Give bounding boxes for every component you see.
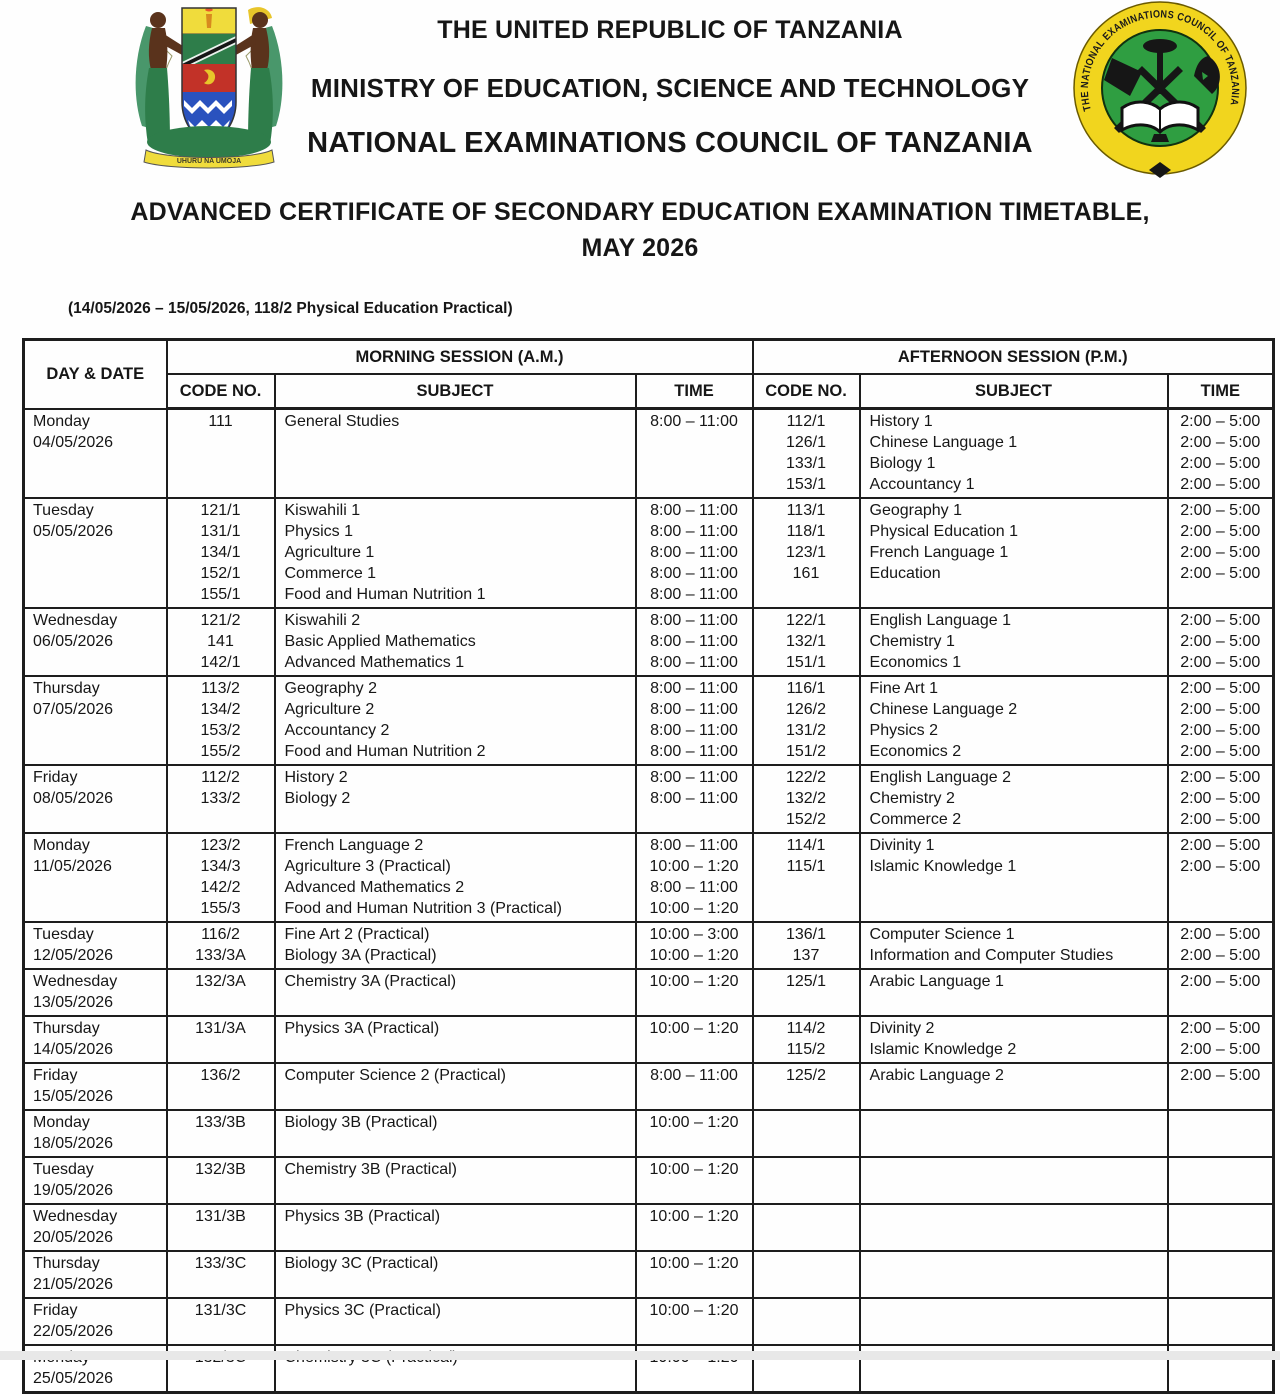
pm-code-cell: 125/2 (753, 1063, 860, 1110)
table-row (24, 1204, 1274, 1251)
day-date-cell: Monday 04/05/2026 (24, 409, 167, 499)
header-morning-session: MORNING SESSION (A.M.) (167, 340, 753, 375)
pm-time-cell: 2:00 – 5:00 2:00 – 5:00 2:00 – 5:00 2:00 – 5:00 (1168, 498, 1274, 608)
am-code-cell: 132/3B (167, 1157, 275, 1204)
day-date-cell: Tuesday 19/05/2026 (24, 1157, 167, 1204)
pm-code-cell (753, 1298, 860, 1345)
pm-subject-cell (860, 1157, 1168, 1204)
am-time-cell: 8:00 – 11:00 8:00 – 11:00 (636, 765, 753, 833)
pm-code-cell (753, 1204, 860, 1251)
am-code-cell: 136/2 (167, 1063, 275, 1110)
am-code-cell: 133/3B (167, 1110, 275, 1157)
pm-code-cell (753, 1157, 860, 1204)
header-afternoon-session: AFTERNOON SESSION (P.M.) (753, 340, 1274, 375)
am-subject-cell: Biology 3B (Practical) (275, 1110, 636, 1157)
pm-time-cell: 2:00 – 5:00 (1168, 1063, 1274, 1110)
table-row (24, 765, 1274, 833)
am-time-cell: 8:00 – 11:00 8:00 – 11:00 8:00 – 11:00 8:00 – 11:00 8:00 – 11:00 (636, 498, 753, 608)
pm-time-cell: 2:00 – 5:00 2:00 – 5:00 2:00 – 5:00 (1168, 765, 1274, 833)
am-code-cell: 111 (167, 409, 275, 499)
document-title (40, 194, 1240, 266)
am-code-cell: 121/2 141 142/1 (167, 608, 275, 676)
am-subject-cell: French Language 2 Agriculture 3 (Practical) Advanced Mathematics 2 Food and Human Nutrition 3 (Practical) (275, 833, 636, 922)
pm-subject-cell (860, 1298, 1168, 1345)
am-subject-cell: Physics 3A (Practical) (275, 1016, 636, 1063)
pm-time-cell (1168, 1157, 1274, 1204)
pm-time-cell: 2:00 – 5:00 (1168, 969, 1274, 1016)
table-row (24, 1016, 1274, 1063)
am-time-cell: 8:00 – 11:00 8:00 – 11:00 8:00 – 11:00 (636, 608, 753, 676)
table-row (24, 1157, 1274, 1204)
pm-subject-cell: Fine Art 1 Chinese Language 2 Physics 2 Economics 2 (860, 676, 1168, 765)
pm-time-cell (1168, 1204, 1274, 1251)
table-row (24, 969, 1274, 1016)
am-time-cell: 8:00 – 11:00 10:00 – 1:20 8:00 – 11:00 10:00 – 1:20 (636, 833, 753, 922)
am-time-cell: 10:00 – 3:00 10:00 – 1:20 (636, 922, 753, 969)
am-subject-cell: Chemistry 3A (Practical) (275, 969, 636, 1016)
pm-code-cell: 122/1 132/1 151/1 (753, 608, 860, 676)
header-pm-time: TIME (1168, 374, 1274, 409)
am-code-cell: 123/2 134/3 142/2 155/3 (167, 833, 275, 922)
am-time-cell: 10:00 – 1:20 (636, 1157, 753, 1204)
table-row (24, 498, 1274, 608)
am-subject-cell: Physics 3B (Practical) (275, 1204, 636, 1251)
am-subject-cell: General Studies (275, 409, 636, 499)
table-row (24, 608, 1274, 676)
am-code-cell: 131/3C (167, 1298, 275, 1345)
table-row (24, 1110, 1274, 1157)
am-time-cell: 8:00 – 11:00 (636, 1063, 753, 1110)
am-time-cell: 8:00 – 11:00 8:00 – 11:00 8:00 – 11:00 8:00 – 11:00 (636, 676, 753, 765)
pm-code-cell (753, 1110, 860, 1157)
page-bottom-strip (0, 1351, 1280, 1360)
am-subject-cell: History 2 Biology 2 (275, 765, 636, 833)
header-am-code: CODE NO. (167, 374, 275, 409)
pm-subject-cell (860, 1204, 1168, 1251)
table-row (24, 409, 1274, 499)
pm-subject-cell: English Language 2 Chemistry 2 Commerce 2 (860, 765, 1168, 833)
am-subject-cell: Kiswahili 2 Basic Applied Mathematics Advanced Mathematics 1 (275, 608, 636, 676)
am-time-cell: 10:00 – 1:20 (636, 1110, 753, 1157)
day-date-cell: Monday 18/05/2026 (24, 1110, 167, 1157)
pm-code-cell: 136/1 137 (753, 922, 860, 969)
document-title-line1: ADVANCED CERTIFICATE OF SECONDARY EDUCATION EXAMINATION TIMETABLE, (130, 198, 1150, 226)
am-code-cell: 131/3A (167, 1016, 275, 1063)
day-date-cell: Wednesday 20/05/2026 (24, 1204, 167, 1251)
pm-time-cell: 2:00 – 5:00 2:00 – 5:00 2:00 – 5:00 2:00 – 5:00 (1168, 676, 1274, 765)
day-date-cell: Thursday 07/05/2026 (24, 676, 167, 765)
header-day-date: DAY & DATE (24, 340, 167, 409)
am-time-cell: 8:00 – 11:00 (636, 409, 753, 499)
am-time-cell: 10:00 – 1:20 (636, 1298, 753, 1345)
day-date-cell: Friday 15/05/2026 (24, 1063, 167, 1110)
arms-shield (182, 8, 236, 146)
day-date-cell: Tuesday 12/05/2026 (24, 922, 167, 969)
pm-time-cell (1168, 1298, 1274, 1345)
am-code-cell: 132/3A (167, 969, 275, 1016)
day-date-cell: Thursday 14/05/2026 (24, 1016, 167, 1063)
header-ministry-line: MINISTRY OF EDUCATION, SCIENCE AND TECHNOLOGY (310, 73, 1030, 103)
table-row (24, 833, 1274, 922)
pm-subject-cell (860, 1110, 1168, 1157)
am-code-cell: 121/1 131/1 134/1 152/1 155/1 (167, 498, 275, 608)
am-time-cell: 10:00 – 1:20 (636, 1204, 753, 1251)
tanzania-coat-of-arms-logo (124, 4, 294, 170)
am-time-cell: 10:00 – 1:20 (636, 1016, 753, 1063)
am-subject-cell: Physics 3C (Practical) (275, 1298, 636, 1345)
day-date-cell: Wednesday 06/05/2026 (24, 608, 167, 676)
pm-subject-cell (860, 1251, 1168, 1298)
practical-note: (14/05/2026 – 15/05/2026, 118/2 Physical Education Practical) (68, 300, 513, 317)
pm-code-cell: 122/2 132/2 152/2 (753, 765, 860, 833)
pm-time-cell: 2:00 – 5:00 2:00 – 5:00 (1168, 833, 1274, 922)
am-time-cell: 10:00 – 1:20 (636, 1251, 753, 1298)
am-subject-cell: Geography 2 Agriculture 2 Accountancy 2 Food and Human Nutrition 2 (275, 676, 636, 765)
pm-time-cell: 2:00 – 5:00 2:00 – 5:00 2:00 – 5:00 2:00 – 5:00 (1168, 409, 1274, 499)
pm-code-cell: 116/1 126/2 131/2 151/2 (753, 676, 860, 765)
am-code-cell: 116/2 133/3A (167, 922, 275, 969)
am-time-cell: 10:00 – 1:20 (636, 969, 753, 1016)
necta-logo (1050, 0, 1270, 182)
pm-time-cell: 2:00 – 5:00 2:00 – 5:00 (1168, 922, 1274, 969)
arms-mound (147, 126, 271, 158)
pm-code-cell: 114/2 115/2 (753, 1016, 860, 1063)
table-row (24, 1251, 1274, 1298)
day-date-cell: 25/05/2026 (24, 1345, 167, 1393)
day-date-cell: Thursday 21/05/2026 (24, 1251, 167, 1298)
pm-time-cell: 2:00 – 5:00 2:00 – 5:00 (1168, 1016, 1274, 1063)
pm-time-cell (1168, 1251, 1274, 1298)
examination-timetable (22, 338, 1275, 1394)
day-date-cell: Wednesday 13/05/2026 (24, 969, 167, 1016)
table-row (24, 1063, 1274, 1110)
header-am-subject: SUBJECT (275, 374, 636, 409)
day-date-cell: Tuesday 05/05/2026 (24, 498, 167, 608)
pm-subject-cell: Divinity 2 Islamic Knowledge 2 (860, 1016, 1168, 1063)
pm-code-cell: 113/1 118/1 123/1 161 (753, 498, 860, 608)
am-subject-cell: Fine Art 2 (Practical) Biology 3A (Practical) (275, 922, 636, 969)
day-date-cell: Monday 11/05/2026 (24, 833, 167, 922)
header-text-block (290, 16, 1050, 160)
header-country-line: THE UNITED REPUBLIC OF TANZANIA (437, 16, 903, 44)
header-pm-code: CODE NO. (753, 374, 860, 409)
pm-subject-cell: English Language 1 Chemistry 1 Economics 1 (860, 608, 1168, 676)
pm-subject-cell: Arabic Language 1 (860, 969, 1168, 1016)
document-title-line2: MAY 2026 (581, 234, 699, 262)
am-subject-cell: Biology 3C (Practical) (275, 1251, 636, 1298)
table-row (24, 676, 1274, 765)
am-subject-cell: Computer Science 2 (Practical) (275, 1063, 636, 1110)
am-code-cell: 133/3C (167, 1251, 275, 1298)
pm-time-cell (1168, 1110, 1274, 1157)
pm-time-cell: 2:00 – 5:00 2:00 – 5:00 2:00 – 5:00 (1168, 608, 1274, 676)
pm-code-cell: 125/1 (753, 969, 860, 1016)
header-council-line: NATIONAL EXAMINATIONS COUNCIL OF TANZANIA (307, 127, 1033, 159)
header-pm-subject: SUBJECT (860, 374, 1168, 409)
day-date-cell: Friday 08/05/2026 (24, 765, 167, 833)
pm-subject-cell: Geography 1 Physical Education 1 French Language 1 Education (860, 498, 1168, 608)
am-code-cell: 112/2 133/2 (167, 765, 275, 833)
table-row (24, 922, 1274, 969)
arms-motto-text: UHURU NA UMOJA (176, 158, 242, 165)
pm-subject-cell: Arabic Language 2 (860, 1063, 1168, 1110)
pm-code-cell: 112/1 126/1 133/1 153/1 (753, 409, 860, 499)
pm-subject-cell: Divinity 1 Islamic Knowledge 1 (860, 833, 1168, 922)
am-code-cell: 131/3B (167, 1204, 275, 1251)
pm-code-cell: 114/1 115/1 (753, 833, 860, 922)
pm-subject-cell: Computer Science 1 Information and Computer Studies (860, 922, 1168, 969)
header-am-time: TIME (636, 374, 753, 409)
am-code-cell: 113/2 134/2 153/2 155/2 (167, 676, 275, 765)
table-row (24, 1298, 1274, 1345)
necta-ring-text: THE NATIONAL EXAMINATIONS COUNCIL OF TANZANIA (1078, 8, 1242, 113)
am-subject-cell: Kiswahili 1 Physics 1 Agriculture 1 Commerce 1 Food and Human Nutrition 1 (275, 498, 636, 608)
pm-subject-cell: History 1 Chinese Language 1 Biology 1 Accountancy 1 (860, 409, 1168, 499)
pm-code-cell (753, 1251, 860, 1298)
arms-man-figure (145, 12, 186, 144)
am-subject-cell: Chemistry 3B (Practical) (275, 1157, 636, 1204)
day-date-cell: Friday 22/05/2026 (24, 1298, 167, 1345)
